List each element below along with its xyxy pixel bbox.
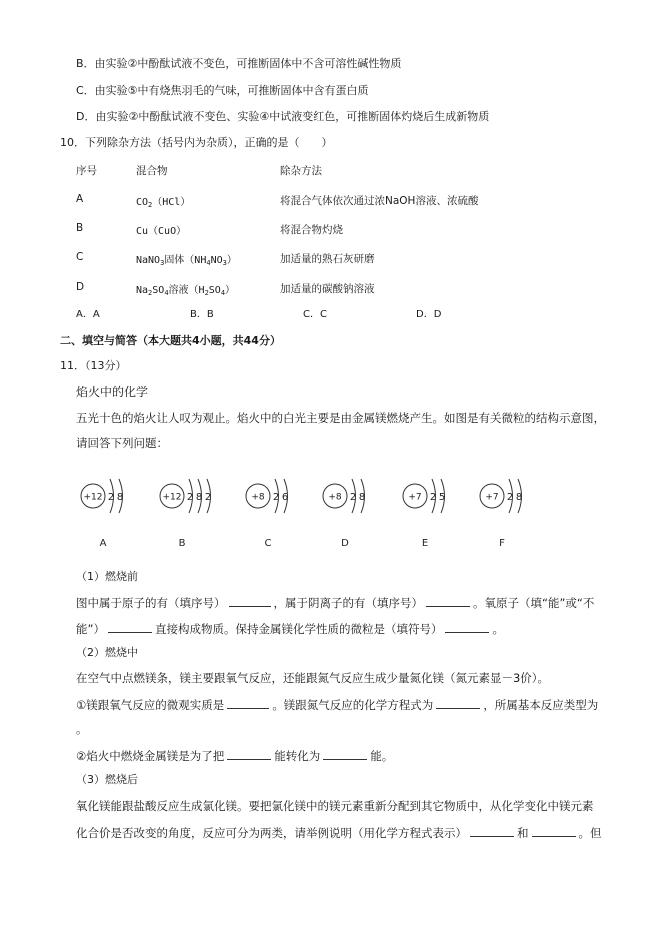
part3-line2: 化合价是否改变的角度，反应可分为两类，请举例说明（用化学方程式表示） 和 。但 [76,826,602,840]
diagram-a [81,479,123,549]
diagram-label: D [341,538,349,549]
table-header-mixture: 混合物 [136,165,168,177]
part2-line2: ①镁跟氧气反应的微观实质是 。镁跟氮气反应的化学方程式为 ，所属基本反应类型为 [76,698,599,712]
q11-intro-line2: 请回答下列问题： [76,436,168,450]
blank-atoms[interactable] [229,595,271,607]
electron-count: 2 [506,492,514,503]
part2-title: （2）燃烧中 [76,646,138,659]
q10-answer-a: A．A [76,309,100,320]
table-row-d-id: D [76,281,85,293]
q9-option-b: B．由实验②中酚酞试液不变色，可推断固体中不含可溶性碱性物质 [76,57,402,70]
electron-count: 2 [186,492,194,503]
part1-line1: 图中属于原子的有（填序号） ，属于阴离子的有（填序号） 。氧原子（填“能”或“不 [76,596,595,610]
table-row-a-id: A [76,193,84,205]
table-row-c-mixture: NaNO$_3$固体$(NH_4NO_3)$ [136,255,237,267]
nucleus-charge: +8 [251,492,265,503]
part1-line2: 能”） 直接构成物质。保持金属镁化学性质的微粒是（填符号） 。 [76,622,504,636]
q9-option-c: C．由实验⑤中有烧焦羽毛的气味，可推断固体中含有蛋白质 [76,84,369,97]
table-row-b-id: B [76,222,84,234]
part2-line4: ②焰火中燃烧金属镁是为了把 能转化为 能。 [76,749,394,763]
diagram-c [246,479,288,549]
electron-count: 8 [515,492,523,503]
q10-answer-c: C．C [303,309,327,320]
part3-line1: 氧化镁能跟盐酸反应生成氯化镁。要把氯化镁中的镁元素重新分配到其它物质中，从化学变化中镁元素 [76,799,594,813]
blank-equation-2[interactable] [532,825,576,837]
electron-count: 2 [272,492,280,503]
blank-mg-particle[interactable] [445,621,489,633]
part1-title: （1）燃烧前 [76,570,138,583]
blank-energy-to[interactable] [323,748,367,760]
blank-equation-1[interactable] [470,825,514,837]
part3-title: （3）燃烧后 [76,773,138,786]
part2-line1: 在空气中点燃镁条，镁主要跟氧气反应，还能跟氮气反应生成少量氮化镁（氮元素显－3价）。 [76,671,550,685]
part2-line3: 。 [76,722,88,736]
particle-structure-diagrams [60,468,620,558]
table-header-method: 除杂方法 [280,165,322,177]
diagram-d [323,479,365,549]
table-row-a-mixture: $CO_2(HCl)$ [136,197,191,209]
electron-count: 2 [204,492,212,503]
electron-count: 2 [349,492,357,503]
electron-count: 2 [107,492,115,503]
electron-count: 6 [281,492,289,503]
blank-anions[interactable] [426,595,470,607]
q10-stem: 10．下列除杂方法（括号内为杂质），正确的是（ ） [60,136,333,149]
electron-count: 8 [358,492,366,503]
nucleus-charge: +7 [485,492,499,503]
electron-count: 8 [116,492,124,503]
table-row-b-mixture: Cu（CuO） [136,226,187,237]
blank-energy-from[interactable] [227,748,271,760]
q10-answer-b: B．B [190,309,214,320]
table-row-b-method: 将混合物灼烧 [280,224,343,236]
table-row-c-method: 加适量的熟石灰研磨 [280,253,375,265]
diagram-b [160,479,211,549]
q11-topic: 焰火中的化学 [76,385,149,399]
nucleus-charge: +8 [328,492,342,503]
diagram-e [403,479,445,549]
diagram-label: E [421,538,429,549]
diagram-label: C [264,538,272,549]
diagram-f [480,479,522,549]
blank-equation[interactable] [436,697,480,709]
electron-count: 8 [195,492,203,503]
table-row-a-method: 将混合气体依次通过浓NaOH溶液、浓硫酸 [280,195,479,207]
diagram-label: A [99,538,107,549]
q9-option-d: D．由实验②中酚酞试液不变色、实验④中试液变红色，可推断固体灼烧后生成新物质 [76,110,490,123]
blank-micro-essence[interactable] [227,697,269,709]
blank-oxygen-atom[interactable] [108,621,152,633]
electron-count: 2 [429,492,437,503]
table-header-id: 序号 [76,165,97,177]
q10-answer-d: D．D [416,309,442,320]
nucleus-charge: +12 [83,492,103,503]
q11-number: 11．（13分） [60,359,127,372]
electron-count: 5 [438,492,446,503]
diagram-label: B [178,538,186,549]
nucleus-charge: +12 [162,492,182,503]
nucleus-charge: +7 [408,492,422,503]
table-row-d-method: 加适量的碳酸钠溶液 [280,283,375,295]
table-row-c-id: C [76,251,84,263]
table-row-d-mixture: $Na_2SO_4$溶液$(H_2SO_4)$ [136,285,236,297]
q11-intro-line1: 五光十色的焰火让人叹为观止。焰火中的白光主要是由金属镁燃烧产生。如图是有关微粒的结构示意图， [76,411,605,425]
section-title: 二、填空与简答（本大题共4小题，共44分） [60,334,281,347]
diagram-label: F [499,538,505,549]
